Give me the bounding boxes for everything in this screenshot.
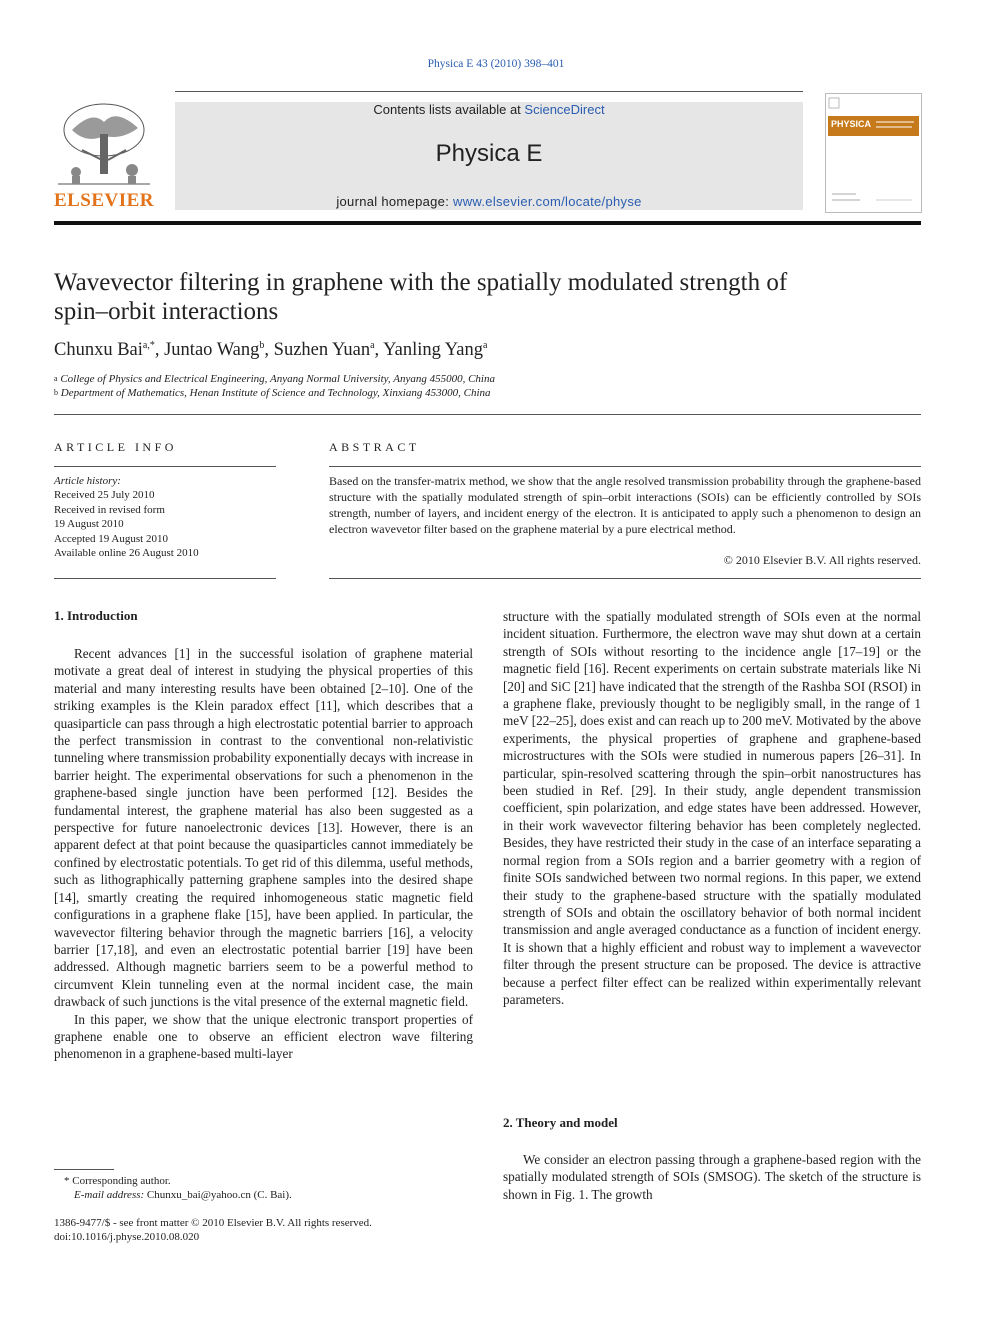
footnotes: [54, 1174, 292, 1203]
theory-text: [503, 1151, 921, 1203]
author-list: Chunxu Bai$^{a,*}$, Juntao Wang$^b$, Suzhen Yuan$^a$, Yanling Yang$^a$: [54, 340, 488, 361]
author-name[interactable]: Suzhen Yuan: [273, 340, 371, 361]
doi-line[interactable]: doi:10.1016/j.physe.2010.08.020: [54, 1231, 200, 1244]
body-paragraph: We consider an electron passing through a graphene-based region with the spatially modulated strength of SOIs (SMSOG). The sketch of the structure is shown in Fig. 1. The growth: [503, 1152, 921, 1202]
abstract-copyright: © 2010 Elsevier B.V. All rights reserved.: [723, 553, 921, 567]
journal-citation[interactable]: Physica E 43 (2010) 398–401: [427, 58, 565, 70]
header-rule: [54, 221, 921, 225]
introduction-heading: 1. Introduction: [54, 608, 138, 623]
abstract-rule-bottom: [329, 578, 921, 579]
history-label: Article history:: [54, 475, 121, 487]
history-item: 19 August 2010: [54, 518, 124, 531]
email-note: E-mail address: Chunxu_bai@yahoo.cn (C. Bai).: [74, 1189, 292, 1202]
author-affiliation-mark[interactable]: a: [483, 340, 488, 351]
cover-band: PHYSICA: [828, 116, 919, 136]
cover-decoration-icon: [826, 94, 921, 212]
elsevier-wordmark: ELSEVIER: [53, 190, 155, 211]
history-item: Accepted 19 August 2010: [54, 532, 168, 545]
history-item: Available online 26 August 2010: [54, 547, 199, 560]
abstract-rule: [329, 466, 921, 467]
author-name[interactable]: Juntao Wang: [164, 340, 260, 361]
body-paragraph: In this paper, we show that the unique electronic transport properties of graphene enable one to observe an efficient electron wave filtering phenomenon in a graphene-based multi-layer: [54, 1011, 473, 1062]
theory-heading: 2. Theory and model: [503, 1115, 618, 1130]
contents-line: Contents lists available at ScienceDirect: [373, 102, 605, 117]
issn-line: 1386-9477/$ - see front matter © 2010 Elsevier B.V. All rights reserved.: [54, 1217, 372, 1229]
abstract-text: Based on the transfer-matrix method, we show that the angle resolved transmission probability through the graphene-based structure with the spatially modulated strength of spin–orbit interactions (SOIs) can be efficiently controlled by SOIs strength, number of layers, and incident energy of the electron. It is anticipated to apply such a phenomenon to design an electron wavevetor filter based on the graphene material by a pure electrical method.: [329, 474, 921, 536]
right-column-text: [503, 608, 921, 1008]
article-title: Wavevector filtering in graphene with the spatially modulated strength of spin–orbit interactions: [54, 269, 788, 325]
abstract-label: ABSTRACT: [329, 440, 420, 454]
history-item: Received in revised form: [54, 503, 165, 516]
info-rule: [54, 466, 276, 467]
info-rule-bottom: [54, 578, 276, 579]
author-name[interactable]: Yanling Yang: [383, 340, 484, 361]
elsevier-logo[interactable]: [52, 100, 156, 212]
article-history: [54, 474, 199, 560]
author-name[interactable]: Chunxu Bai: [54, 340, 143, 361]
section-rule: [54, 414, 921, 415]
elsevier-tree-icon: [52, 100, 156, 190]
top-rule: [175, 91, 803, 92]
affiliations: [54, 372, 495, 400]
author-affiliation-mark[interactable]: b: [259, 340, 265, 351]
homepage-line: journal homepage: www.elsevier.com/locate/physe: [336, 194, 642, 209]
issn-doi-block: [54, 1216, 372, 1245]
journal-cover-thumbnail[interactable]: [825, 93, 922, 213]
affiliation-line: $^a$ College of Physics and Electrical Engineering, Anyang Normal University, Anyang 455000, China: [54, 373, 495, 385]
author-affiliation-mark[interactable]: a,*: [142, 340, 155, 351]
affiliation-line: $^b$ Department of Mathematics, Henan Institute of Science and Technology, Xinxiang 453000, China: [54, 387, 491, 399]
journal-title: Physica E: [435, 140, 543, 167]
footnote-rule: [54, 1169, 114, 1170]
author-affiliation-mark[interactable]: a: [370, 340, 375, 351]
email-link[interactable]: Chunxu_bai@yahoo.cn (C. Bai).: [146, 1189, 292, 1202]
history-item: Received 25 July 2010: [54, 489, 155, 502]
body-paragraph: structure with the spatially modulated strength of SOIs even at the normal incident situation. Furthermore, the electron wave may shut down at a certain strength of SOIs without resorting to the incidence angle [17–19] or the magnetic field [16]. Recent experiments on certain substrate materials like Ni [20] and SiC [21] have indicated that the strength of the Rashba SOI (RSOI) in a graphene flake, previously thought to be negligibly small, in the range of 1 meV [22–25], does exist and can reach up to 200 meV. Motivated by the above experiments, the physical properties of graphene and graphene-based microstructures with the SOIs were studied in numerous papers [26–31]. In particular, spin-resolved scattering through the spin–orbit nanostructures has been studied in Ref. [29]. In their study, angle dependent transmission coefficient, spin polarization, and edge states have been addressed. However, in their work wavevector filtering behavior has been completely neglected. Besides, they have restricted their study in the case of an interface separating a normal region from a SOIs region and a barrier geometry with a region of finite SOIs sandwiched between two normal regions. In this paper, we extend their study to the graphene-based structure with the spatially modulated strength of SOIs and obtain the oscillatory behavior of both normal incident transmission and angle averaged conductance as a function of incident energy. It is shown that a highly efficient and robust way to implement a wavevector filter through the present structure can be proposed. The device is attractive because a perfect filter effect can be realized within experimentally relevant parameters.: [503, 609, 921, 1007]
left-column-text: [54, 645, 473, 1063]
corresponding-author-note: * Corresponding author.: [64, 1175, 171, 1187]
body-paragraph: Recent advances [1] in the successful isolation of graphene material motivate a great deal of interest in studying the physical properties of this material and many interesting results have been obtained [2–10]. One of the striking examples is the Klein paradox effect [11], which describes that a quasiparticle can pass through a high electrostatic potential barrier to approach the perfect transmission in contrast to the conventional non-relativistic tunneling where transmission probability exponentially decays with increase in barrier height. The experimental observations for such a phenomenon in the graphene-based single junction have been performed [12]. Besides the fundamental interest, the graphene material has also been suggested as a perspective for future nanoelectronic devices [13]. However, there is an apparent defect at that point because the quasiparticles cannot immediately be confined by electrostatic potentials. To get rid of this dilemma, useful methods, such as lithographically patterning graphene samples into the desired shape [14], smartly creating the required inhomogeneous static magnetic field configurations in a graphene flake [15], have been applied. In particular, the wavevector filtering behavior through the magnetic barriers [16], a velocity barrier [17,18], and even an electrostatic potential barrier [19] have been addressed. Although magnetic barriers seem to be a powerful method to circumvent Klein tunneling even at the normal incident case, the main drawback of such junctions is the vital presence of the external magnetic field.: [54, 646, 473, 1010]
journal-banner: [175, 102, 803, 210]
homepage-link[interactable]: www.elsevier.com/locate/physe: [453, 194, 642, 209]
sciencedirect-link[interactable]: ScienceDirect: [524, 102, 605, 117]
article-info-label: ARTICLE INFO: [54, 440, 177, 454]
